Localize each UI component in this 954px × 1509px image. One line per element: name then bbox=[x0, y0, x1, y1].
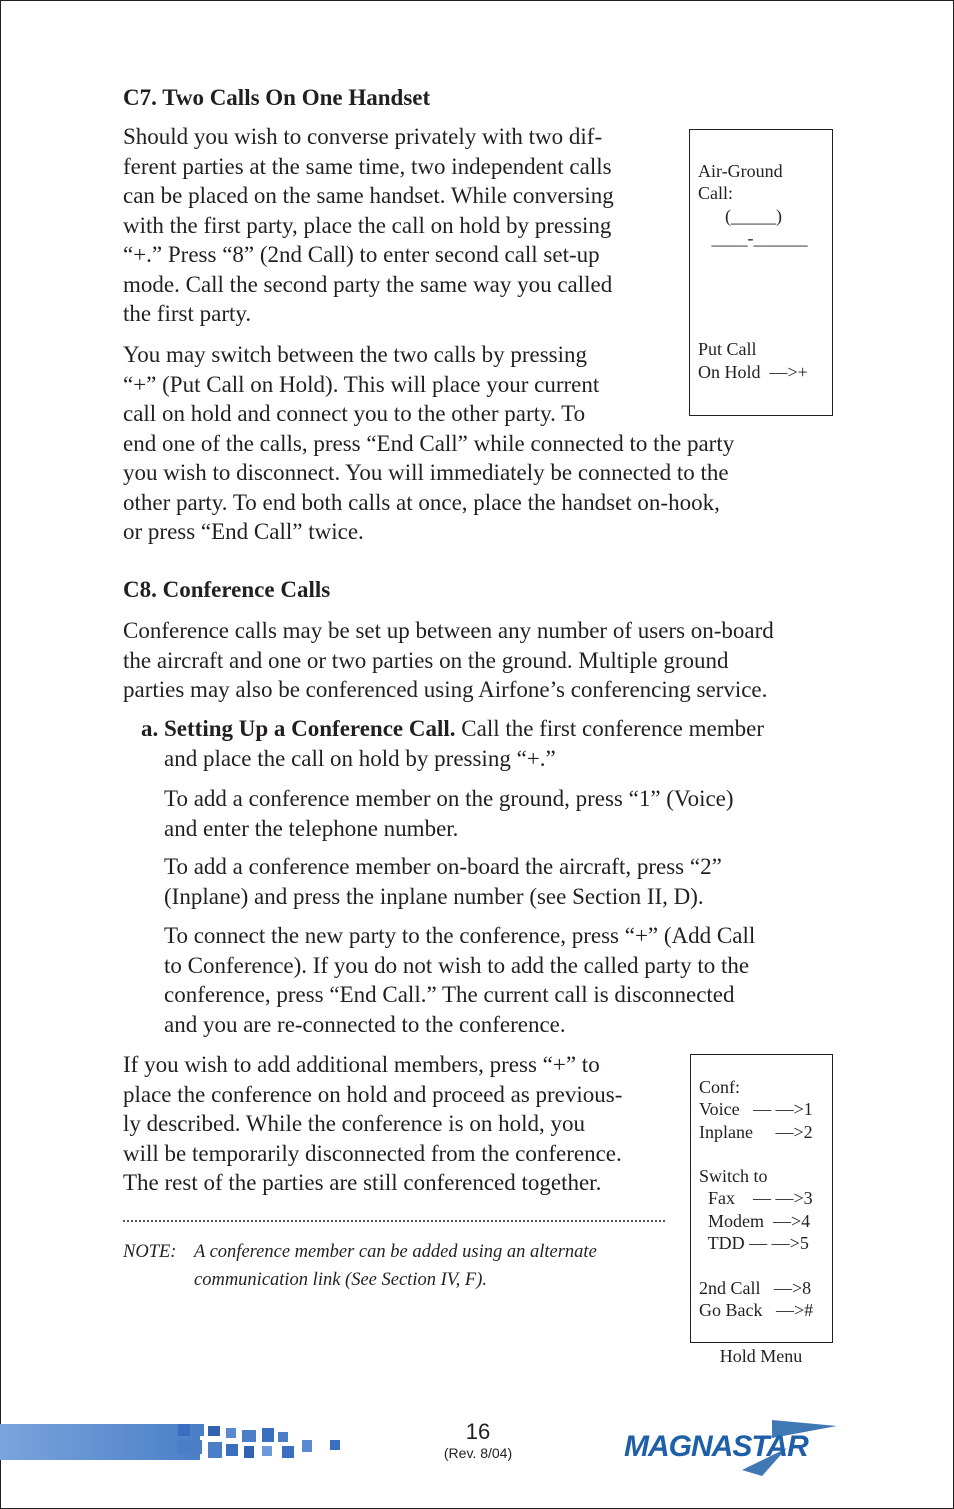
footer-pixel-graphic bbox=[178, 1418, 348, 1470]
text-line: To connect the new party to the conference, press “+” (Add Call bbox=[164, 923, 756, 948]
section-c8 bbox=[123, 576, 833, 604]
handset-screen-air-ground: Air-Ground Call: (_____) ____-______ Put Call On Hold —>+ bbox=[689, 129, 833, 416]
c8-item-a bbox=[141, 714, 851, 773]
note-divider bbox=[123, 1220, 665, 1222]
text-line: call on hold and connect you to the other party. To bbox=[123, 401, 586, 426]
text-line: mode. Call the second party the same way you called bbox=[123, 271, 613, 297]
text-line: To add a conference member on-board the aircraft, press “2” bbox=[164, 854, 722, 879]
c8-sub-1 bbox=[164, 784, 874, 843]
text-line: can be placed on the same handset. While conversing bbox=[123, 183, 614, 208]
logo-wordmark: MAGNASTAR bbox=[624, 1430, 808, 1463]
section-c7 bbox=[123, 84, 833, 112]
note bbox=[123, 1238, 683, 1294]
magnastar-logo bbox=[622, 1418, 852, 1478]
note-line: communication link (See Section IV, F). bbox=[194, 1270, 488, 1290]
text-line: ferent parties at the same time, two independent calls bbox=[123, 153, 612, 179]
text-line: the first party. bbox=[123, 301, 252, 326]
footer-left-bar bbox=[0, 1424, 200, 1460]
c8-sub-3 bbox=[164, 921, 874, 1039]
text-line: or press “End Call” twice. bbox=[123, 519, 364, 544]
text-line: parties may also be conferenced using Airfone’s conferencing service. bbox=[123, 677, 768, 702]
text-line: ly described. While the conference is on hold, you bbox=[123, 1111, 585, 1136]
text-line: “+.” Press “8” (2nd Call) to enter second call set-up bbox=[123, 242, 600, 267]
handset-screen-hold-menu: Conf: Voice — —>1 Inplane —>2 Switch to Fax — —>3 Modem —>4 TDD — —>5 2nd Call —>8 Go Back —># bbox=[690, 1054, 833, 1343]
text-line: If you wish to add additional members, press “+” to bbox=[123, 1052, 600, 1077]
note-label: NOTE: bbox=[123, 1242, 177, 1262]
hold-menu-caption: Hold Menu bbox=[719, 1346, 803, 1366]
text-line: with the first party, place the call on hold by pressing bbox=[123, 212, 612, 238]
text-line: other party. To end both calls at once, place the handset on-hook, bbox=[123, 489, 720, 515]
text-line: conference, press “End Call.” The current call is disconnected bbox=[164, 982, 735, 1007]
text-line: to Conference). If you do not wish to add the called party to the bbox=[164, 952, 750, 978]
c8-intro bbox=[123, 616, 833, 705]
text-line: will be temporarily disconnected from the conference. bbox=[123, 1140, 622, 1166]
text-line: To add a conference member on the ground, press “1” (Voice) bbox=[164, 786, 734, 811]
item-a-label: a. Setting Up a Conference Call. bbox=[141, 716, 456, 741]
c8-sub-2 bbox=[164, 852, 874, 911]
item-a-text: Call the first conference member bbox=[455, 716, 764, 741]
text-line: you wish to disconnect. You will immediately be connected to the bbox=[123, 460, 729, 485]
text-line: Conference calls may be set up between any number of users on-board bbox=[123, 618, 774, 643]
text-line: and place the call on hold by pressing “+.” bbox=[164, 745, 556, 771]
text-line: and you are re-connected to the conference. bbox=[164, 1011, 566, 1037]
section-heading-c7: C7. Two Calls On One Handset bbox=[123, 85, 431, 110]
page-number: 16 bbox=[465, 1419, 491, 1444]
text-line: The rest of the parties are still conferenced together. bbox=[123, 1170, 602, 1195]
revision-label: (Rev. 8/04) bbox=[443, 1445, 513, 1461]
section-heading-c8: C8. Conference Calls bbox=[123, 577, 331, 602]
text-line: You may switch between the two calls by pressing bbox=[123, 342, 587, 367]
text-line: place the conference on hold and proceed as previous- bbox=[123, 1081, 623, 1107]
note-line: A conference member can be added using an alternate bbox=[194, 1242, 597, 1262]
text-line: the aircraft and one or two parties on the ground. Multiple ground bbox=[123, 647, 729, 673]
text-line: and enter the telephone number. bbox=[164, 815, 459, 841]
text-line: Should you wish to converse privately with two dif- bbox=[123, 124, 603, 149]
text-line: end one of the calls, press “End Call” while connected to the party bbox=[123, 430, 735, 456]
text-line: (Inplane) and press the inplane number (see Section II, D). bbox=[164, 883, 704, 909]
text-line: “+” (Put Call on Hold). This will place your current bbox=[123, 371, 600, 397]
